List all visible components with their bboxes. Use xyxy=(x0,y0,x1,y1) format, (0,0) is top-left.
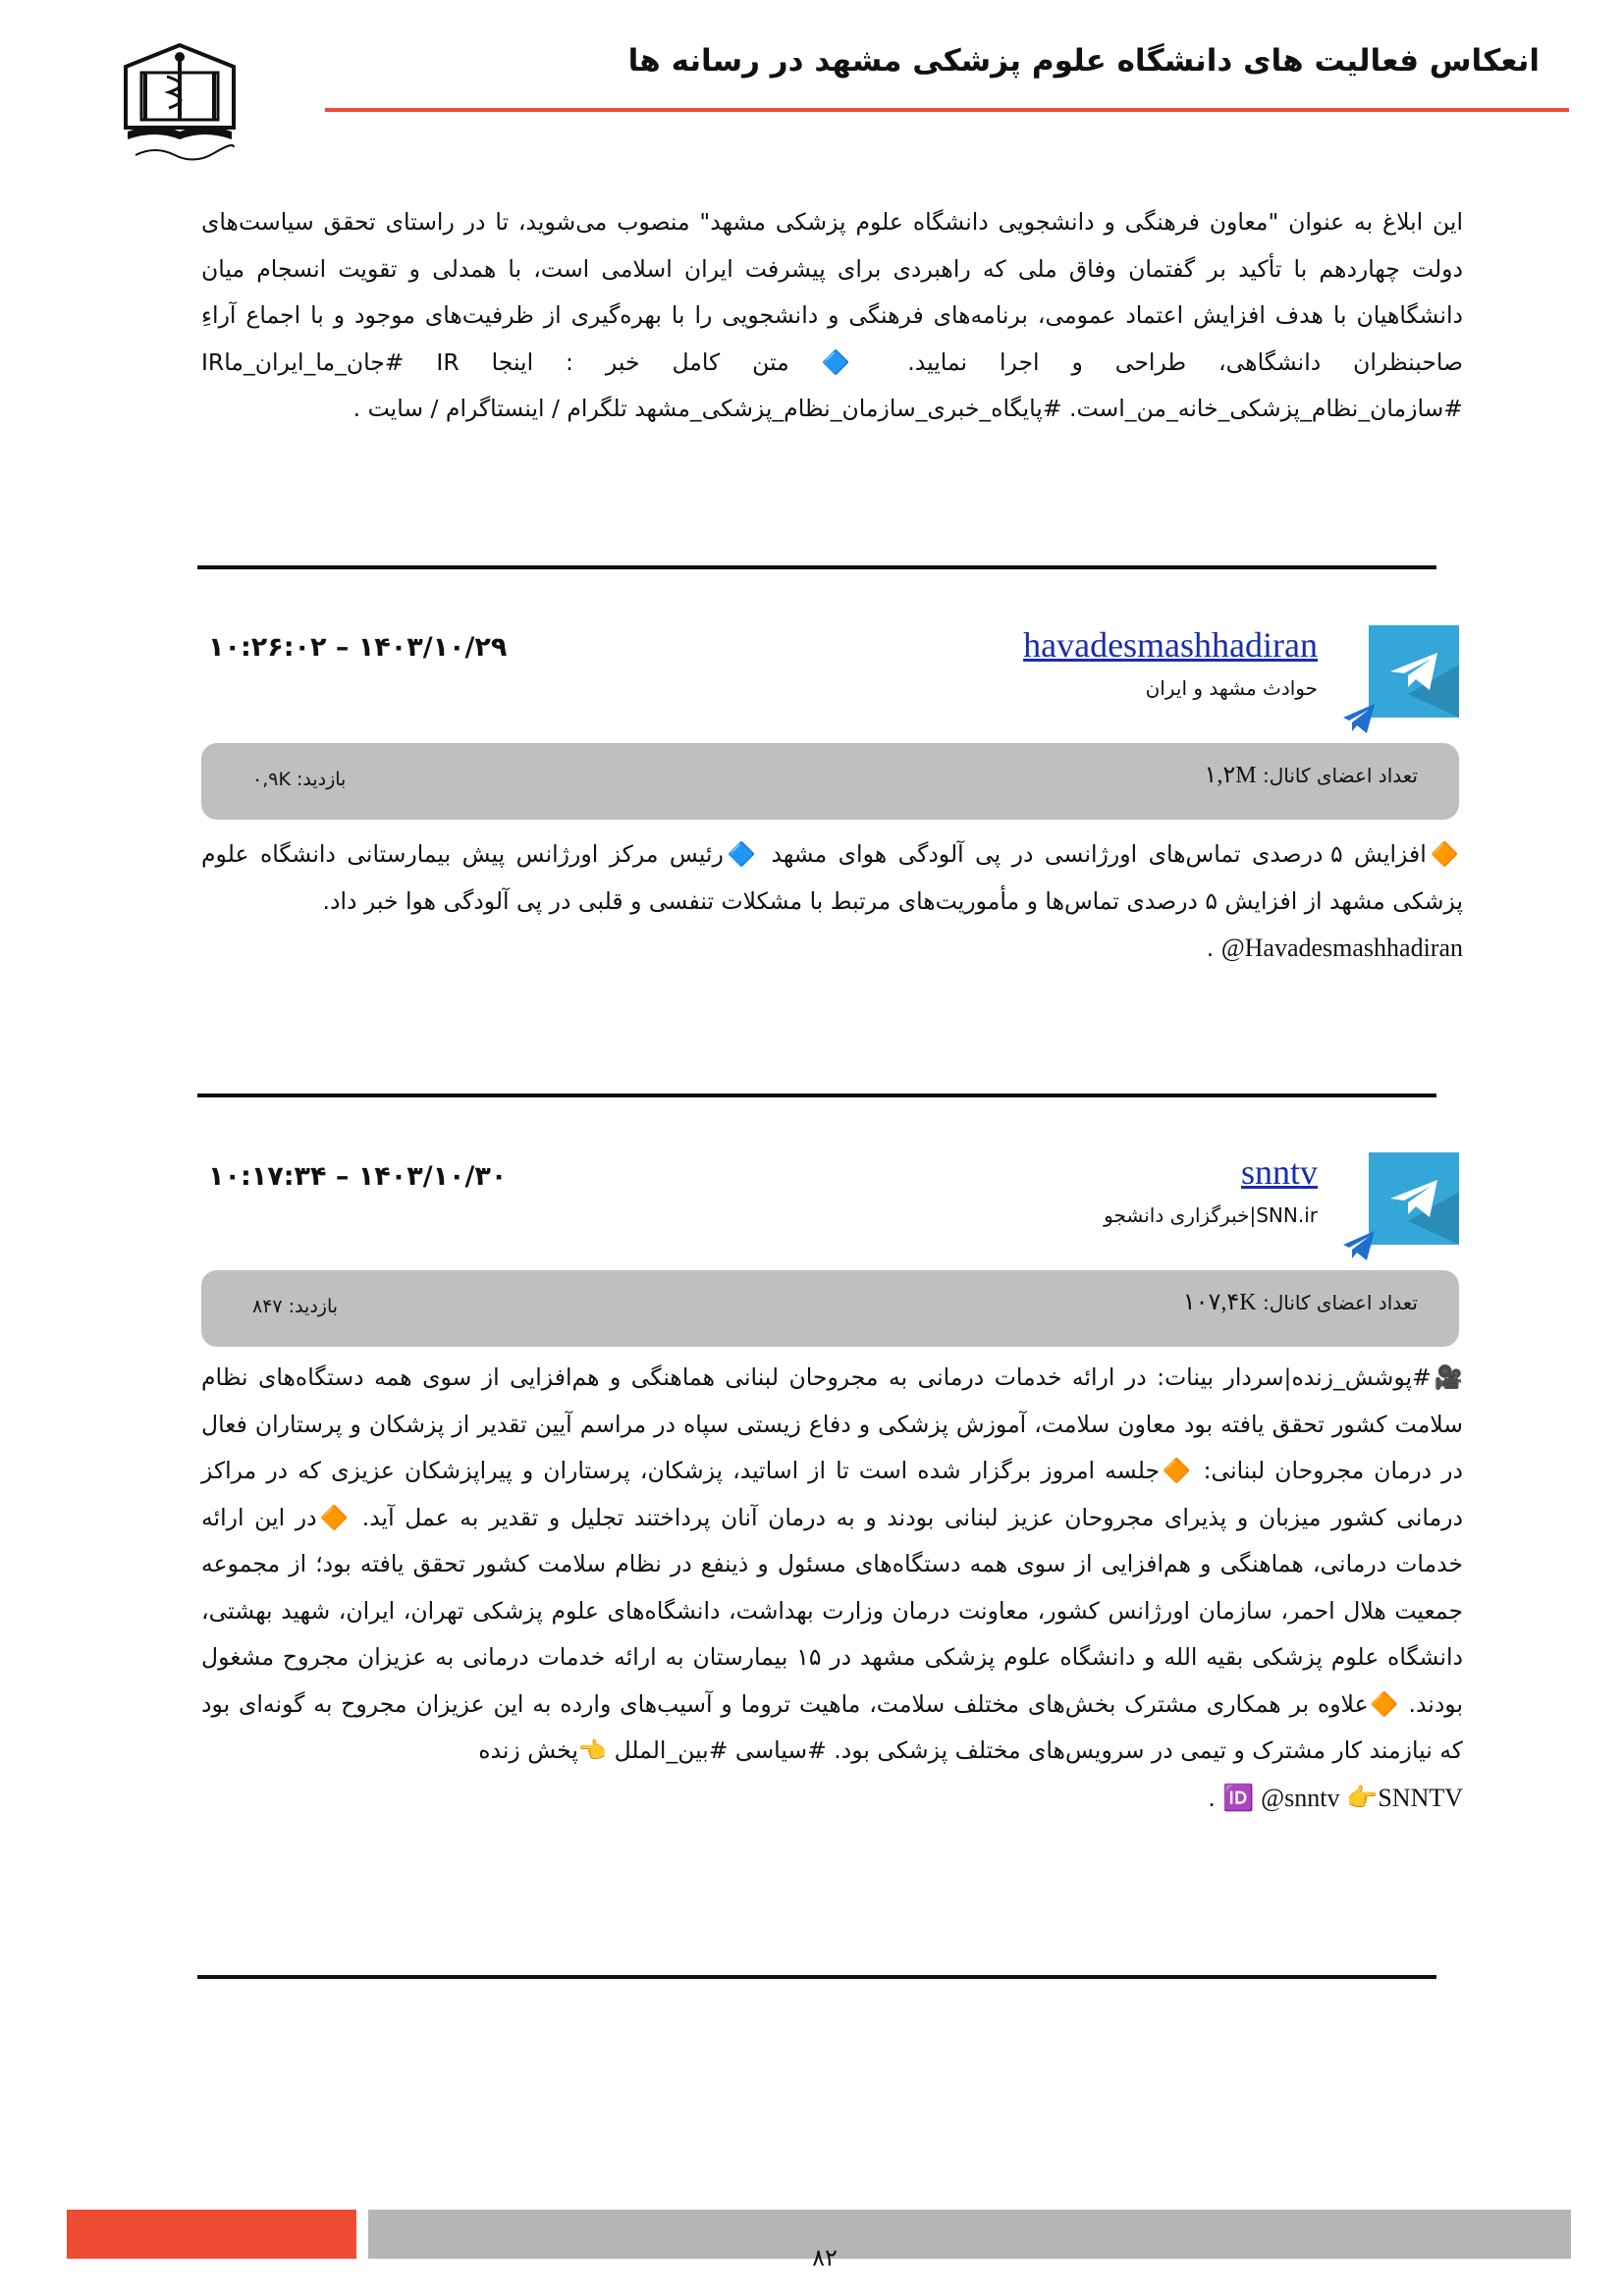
post-end-mark: . xyxy=(1208,1784,1216,1812)
views-label: بازدید: xyxy=(288,1296,339,1317)
views-value: ۰,۹K xyxy=(252,769,291,790)
post-body xyxy=(201,831,1463,973)
views-value: ۸۴۷ xyxy=(252,1296,283,1317)
post-end-mark: . xyxy=(1206,934,1215,962)
channel-name-link[interactable]: snntv xyxy=(1240,1152,1318,1192)
footer-bar xyxy=(368,2210,1571,2259)
post-handle: Havadesmashhadiran@ xyxy=(1220,934,1463,962)
members-label: تعداد اعضای کانال: xyxy=(1262,1291,1418,1314)
channel-description: SNN.ir|خبرگزاری دانشجو xyxy=(1104,1203,1318,1227)
channel-stats-bar xyxy=(201,743,1459,820)
post-text: 🔶افزایش ۵ درصدی تماس‌های اورژانسی در پی آلودگی هوای مشهد 🔷رئیس مرکز اورژانس پیش بیمارستانی دانشگاه علوم پزشکی مشهد از افزایش ۵ درصدی تماس‌ها و مأموریت‌های مرتبط با مشکلات تنفسی و قلبی در پی آلودگی هوا خبر داد. xyxy=(201,840,1464,915)
footer-accent-bar xyxy=(67,2210,356,2259)
section-divider xyxy=(197,1975,1436,1979)
views-count xyxy=(252,769,346,790)
views-label: بازدید: xyxy=(296,769,347,790)
channel-description: حوادث مشهد و ایران xyxy=(1145,676,1318,700)
telegram-small-icon xyxy=(1341,702,1377,735)
post-handle: 🆔 @snntv 👉SNNTV xyxy=(1222,1783,1463,1812)
telegram-small-icon xyxy=(1341,1229,1377,1262)
post-datetime: ۱۴۰۳/۱۰/۳۰ – ۱۰:۱۷:۳۴ xyxy=(208,1161,508,1192)
post-body xyxy=(201,1355,1463,1822)
header-divider xyxy=(325,108,1569,112)
channel-stats-bar xyxy=(201,1270,1459,1347)
views-count xyxy=(252,1296,338,1317)
members-value: ۱۰۷,۴K xyxy=(1182,1290,1257,1315)
members-count xyxy=(1204,761,1418,789)
page-header-title: انعکاس فعالیت های دانشگاه علوم پزشکی مشهد در رسانه ها xyxy=(627,43,1540,79)
members-label: تعداد اعضای کانال: xyxy=(1262,764,1418,787)
telegram-channel-icon xyxy=(1369,1152,1459,1245)
post-datetime: ۱۴۰۳/۱۰/۲۹ – ۱۰:۲۶:۰۲ xyxy=(208,632,508,663)
members-count xyxy=(1183,1288,1418,1316)
intro-paragraph: این ابلاغ به عنوان "معاون فرهنگی و دانشجویی دانشگاه علوم پزشکی مشهد" منصوب می‌شوید، تا در راستای تحقق سیاست‌های دولت چهاردهم با تأکید بر گفتمان وفاق ملی که راهبردی برای پیشرفت ایران اسلامی است، با همدلی و تقویت انسجام میان دانشگاهیان با هدف افزایش اعتماد عمومی، برنامه‌های فرهنگی و دانشجویی را با بهره‌گیری از ظرفیت‌های موجود و با اجماع آراءِ صاحبنظران دانشگاهی، طراحی و اجرا نمایید. 🔷 متن کامل خبر : اینجا IR #جان_ما_ایران_ماIR #سازمان_نظام_پزشکی_خانه_من_است. #پایگاه_خبری_سازمان_نظام_پزشکی_مشهد تلگرام / اینستاگرام / سایت . xyxy=(201,208,1463,422)
page-number: ۸۲ xyxy=(812,2244,838,2271)
telegram-channel-icon xyxy=(1369,625,1459,718)
post-text: 🎥#پوشش_زنده|سردار بینات: در ارائه خدمات درمانی به مجروحان لبنانی هماهنگی و هم‌افزایی از سوی همه دستگاه‌های نظام سلامت کشور تحقق یافته بود معاون سلامت، آموزش پزشکی و دفاع زیستی سپاه در مراسم آیین تقدیر از پزشکان و پرستاران فعال در درمان مجروحان لبنانی: 🔶جلسه امروز برگزار شده است تا از اساتید، پزشکان، پرستاران و پیراپزشکان عزیزی که در مراکز درمانی کشور میزبان و پذیرای مجروحان عزیز لبنانی بودند و به درمان آنان پرداختند تجلیل و تقدیر به عمل آید. 🔶در این ارائه خدمات درمانی، هماهنگی و هم‌افزایی از سوی همه دستگاه‌های مسئول و ذینفع در نظام سلامت کشور تحقق یافته بود؛ از مجموعه جمعیت هلال احمر، سازمان اورژانس کشور، معاونت درمان وزارت بهداشت، دانشگاه‌های علوم پزشکی تهران، ایران، شهید بهشتی، دانشگاه علوم پزشکی بقیه الله و دانشگاه علوم پزشکی مشهد در ۱۵ بیمارستان به ارائه خدمات درمانی به عزیزان مجروح مشغول بودند. 🔶علاوه بر همکاری مشترک بخش‌های مختلف سلامت، ماهیت تروما و آسیب‌های وارده به این عزیزان مجروح به گونه‌ای بود که نیازمند کار مشترک و تیمی در سرویس‌های مختلف پزشکی بود. #سیاسی #بین_الملل 👈پخش زنده xyxy=(201,1363,1463,1764)
members-value: ۱,۲M xyxy=(1204,763,1257,788)
university-logo xyxy=(106,37,253,165)
channel-name-link[interactable]: havadesmashhadiran xyxy=(1023,625,1318,665)
section-divider xyxy=(197,565,1436,569)
section-divider xyxy=(197,1094,1436,1097)
